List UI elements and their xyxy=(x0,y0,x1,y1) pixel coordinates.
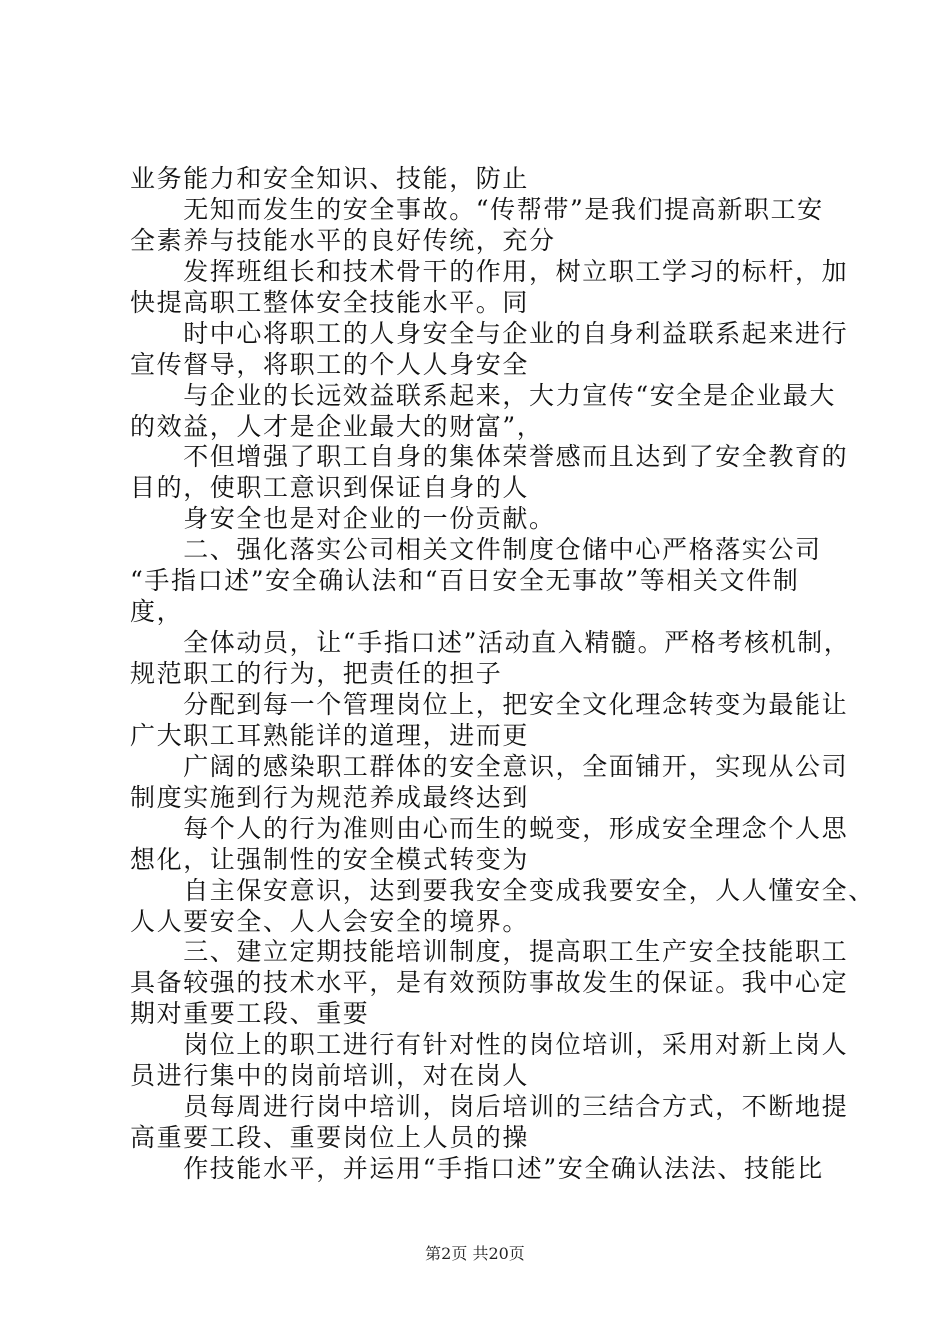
text-line: 时中心将职工的人身安全与企业的自身利益联系起来进行 xyxy=(130,318,849,348)
text-line: 业务能力和安全知识、技能，防止 xyxy=(130,164,530,193)
text-line: 全体动员，让“手指口述”活动直入精髓。严格考核机制， xyxy=(130,628,851,658)
text-line: 发挥班组长和技术骨干的作用，树立职工学习的标杆，加 xyxy=(130,256,849,286)
text-line: 度， xyxy=(130,597,184,627)
text-line: 期对重要工段、重要 xyxy=(130,999,370,1029)
text-line: 作技能水平，并运用“手指口述”安全确认法法、技能比 xyxy=(130,1154,824,1184)
text-line: 每个人的行为准则由心而生的蜕变，形成安全理念个人思 xyxy=(130,813,849,843)
page-number-footer: 第2页 共20页 xyxy=(425,1244,525,1263)
text-line: 快提高职工整体安全技能水平。同 xyxy=(130,287,530,317)
text-line: 与企业的长远效益联系起来，大力宣传“安全是企业最大 xyxy=(130,380,836,410)
text-line: 全素养与技能水平的良好传统，充分 xyxy=(130,225,556,255)
text-line: 分配到每一个管理岗位上，把安全文化理念转变为最能让 xyxy=(130,689,849,719)
text-line: 高重要工段、重要岗位上人员的操 xyxy=(130,1123,530,1153)
text-line: 岗位上的职工进行有针对性的岗位培训，采用对新上岗人 xyxy=(130,1030,849,1060)
text-line: 目的，使职工意识到保证自身的人 xyxy=(130,473,530,503)
text-line: 具备较强的技术水平，是有效预防事故发生的保证。我中心定 xyxy=(130,968,849,998)
text-line: 员进行集中的岗前培训，对在岗人 xyxy=(130,1061,530,1091)
text-line: 广阔的感染职工群体的安全意识，全面铺开，实现从公司 xyxy=(130,751,849,781)
text-line: 宣传督导，将职工的个人人身安全 xyxy=(130,349,530,379)
text-line: 身安全也是对企业的一份贡献。 xyxy=(130,504,556,534)
text-line: 不但增强了职工自身的集体荣誉感而且达到了安全教育的 xyxy=(130,442,849,472)
text-line: 规范职工的行为，把责任的担子 xyxy=(130,659,503,689)
text-line: “手指口述”安全确认法和“百日安全无事故”等相关文件制 xyxy=(130,566,800,596)
text-line: 想化，让强制性的安全模式转变为 xyxy=(130,844,530,874)
text-line: 广大职工耳熟能详的道理，进而更 xyxy=(130,720,530,750)
text-line: 三、建立定期技能培训制度，提高职工生产安全技能职工 xyxy=(130,937,849,967)
text-line: 的效益，人才是企业最大的财富”， xyxy=(130,411,544,441)
text-line: 制度实施到行为规范养成最终达到 xyxy=(130,782,530,812)
text-line: 二、强化落实公司相关文件制度仓储中心严格落实公司 xyxy=(130,535,822,565)
text-line: 自主保安意识，达到要我安全变成我要安全，人人懂安全、 xyxy=(130,875,875,905)
text-line: 无知而发生的安全事故。“传帮带”是我们提高新职工安 xyxy=(130,194,824,224)
text-line: 人人要安全、人人会安全的境界。 xyxy=(130,906,530,936)
text-line: 员每周进行岗中培训，岗后培训的三结合方式，不断地提 xyxy=(130,1092,849,1122)
